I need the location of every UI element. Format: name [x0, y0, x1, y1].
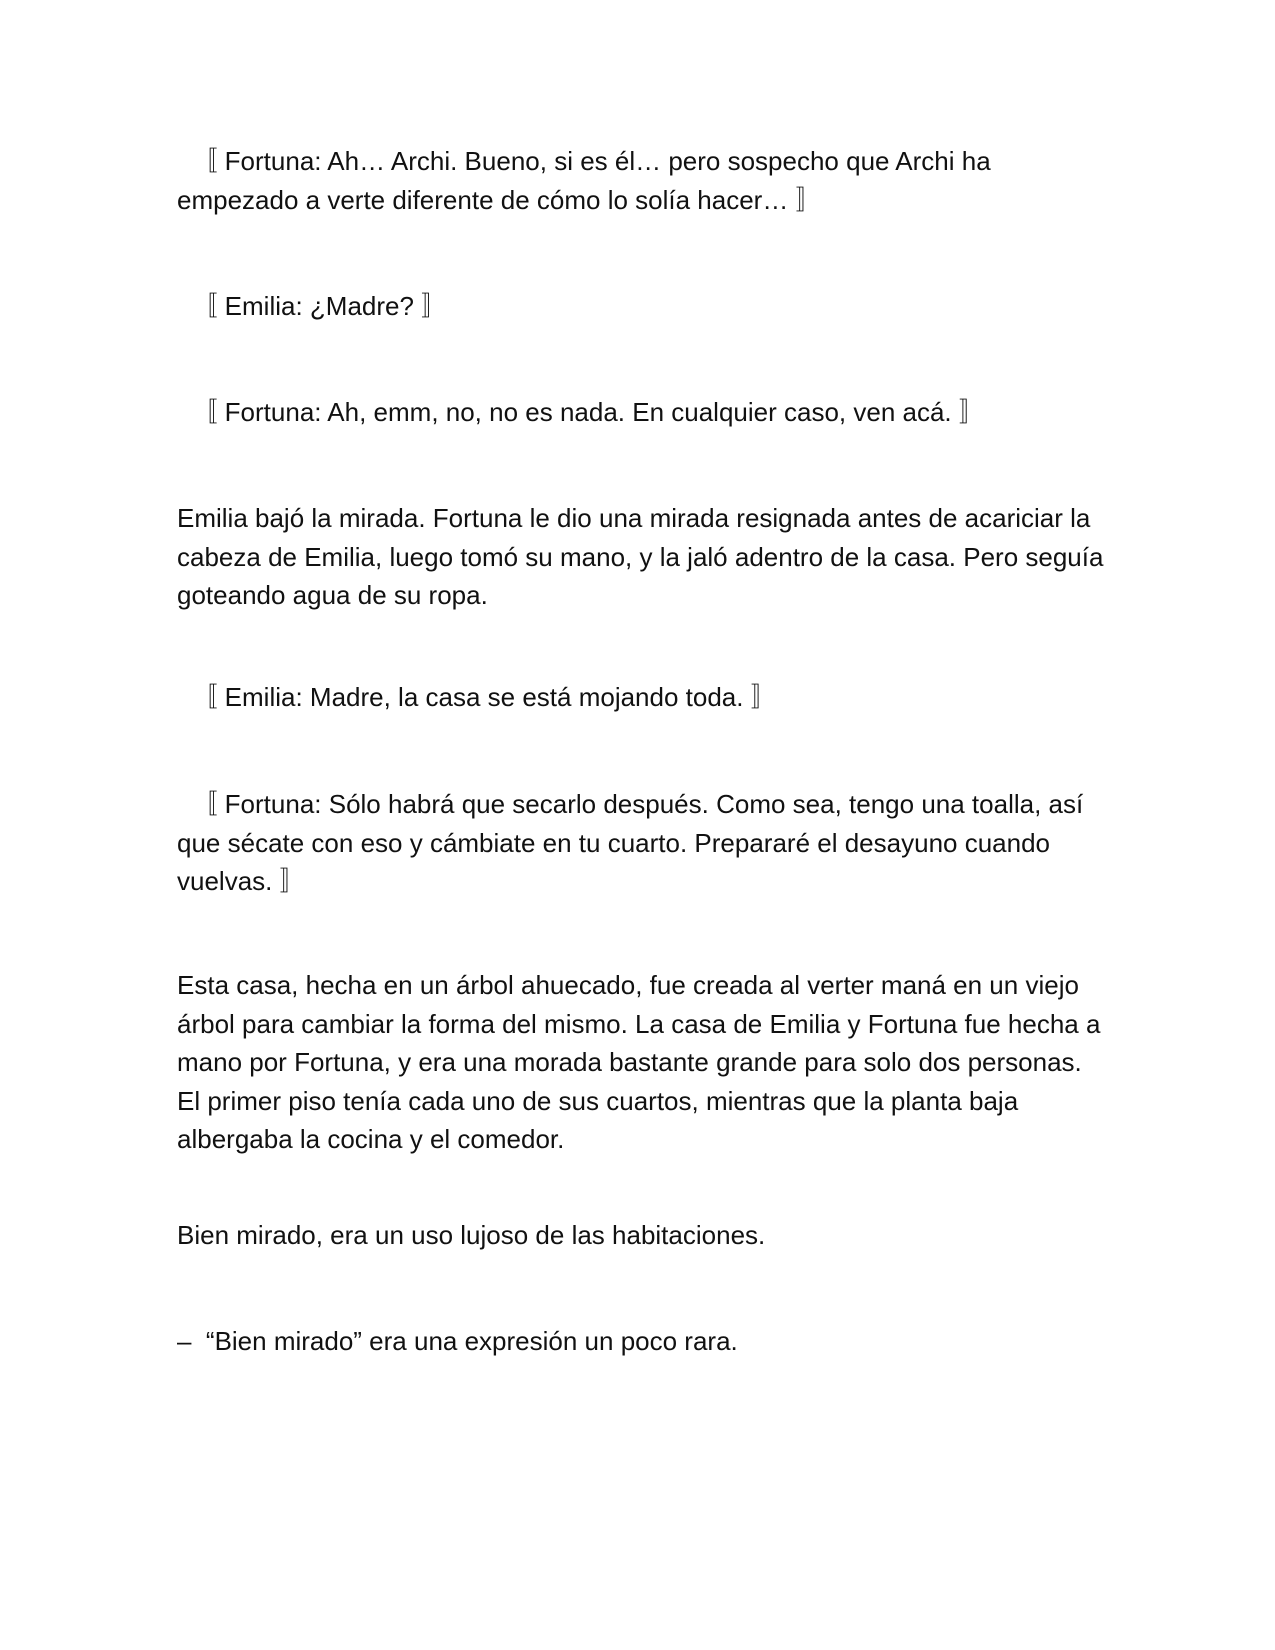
narration-paragraph-1: Emilia bajó la mirada. Fortuna le dio una mirada resignada antes de acariciar la cabeza de Emilia, luego tomó su mano, y la jaló adentro de la casa. Pero seguía goteando agua de su ropa. — [177, 503, 1104, 610]
dialogue-fortuna-1: 〚 Fortuna: Ah… Archi. Bueno, si es él… pero sospecho que Archi ha empezado a verte diferente de cómo lo solía hacer… 〛 — [177, 146, 991, 215]
dialogue-fortuna-2: 〚 Fortuna: Ah, emm, no, no es nada. En cualquier caso, ven acá. 〛 — [177, 397, 985, 427]
dialogue-emilia-1: 〚 Emilia: ¿Madre? 〛 — [177, 291, 448, 321]
narration-paragraph-3: Bien mirado, era un uso lujoso de las habitaciones. — [177, 1220, 766, 1250]
narration-paragraph-2: Esta casa, hecha en un árbol ahuecado, fue creada al verter maná en un viejo árbol para cambiar la forma del mismo. La casa de Emilia y Fortuna fue hecha a mano por Fortuna, y era una morada bastante grande para solo dos personas. El primer piso tenía cada uno de sus cuartos, mientras que la planta baja albergaba la cocina y el comedor. — [177, 970, 1101, 1154]
dialogue-fortuna-3: 〚 Fortuna: Sólo habrá que secarlo después. Como sea, tengo una toalla, así que sécate con eso y cámbiate en tu cuarto. Prepararé el desayuno cuando vuelvas. 〛 — [177, 789, 1084, 896]
dialogue-emilia-2: 〚 Emilia: Madre, la casa se está mojando toda. 〛 — [177, 682, 777, 712]
narration-paragraph-4: – “Bien mirado” era una expresión un poco rara. — [177, 1326, 738, 1356]
